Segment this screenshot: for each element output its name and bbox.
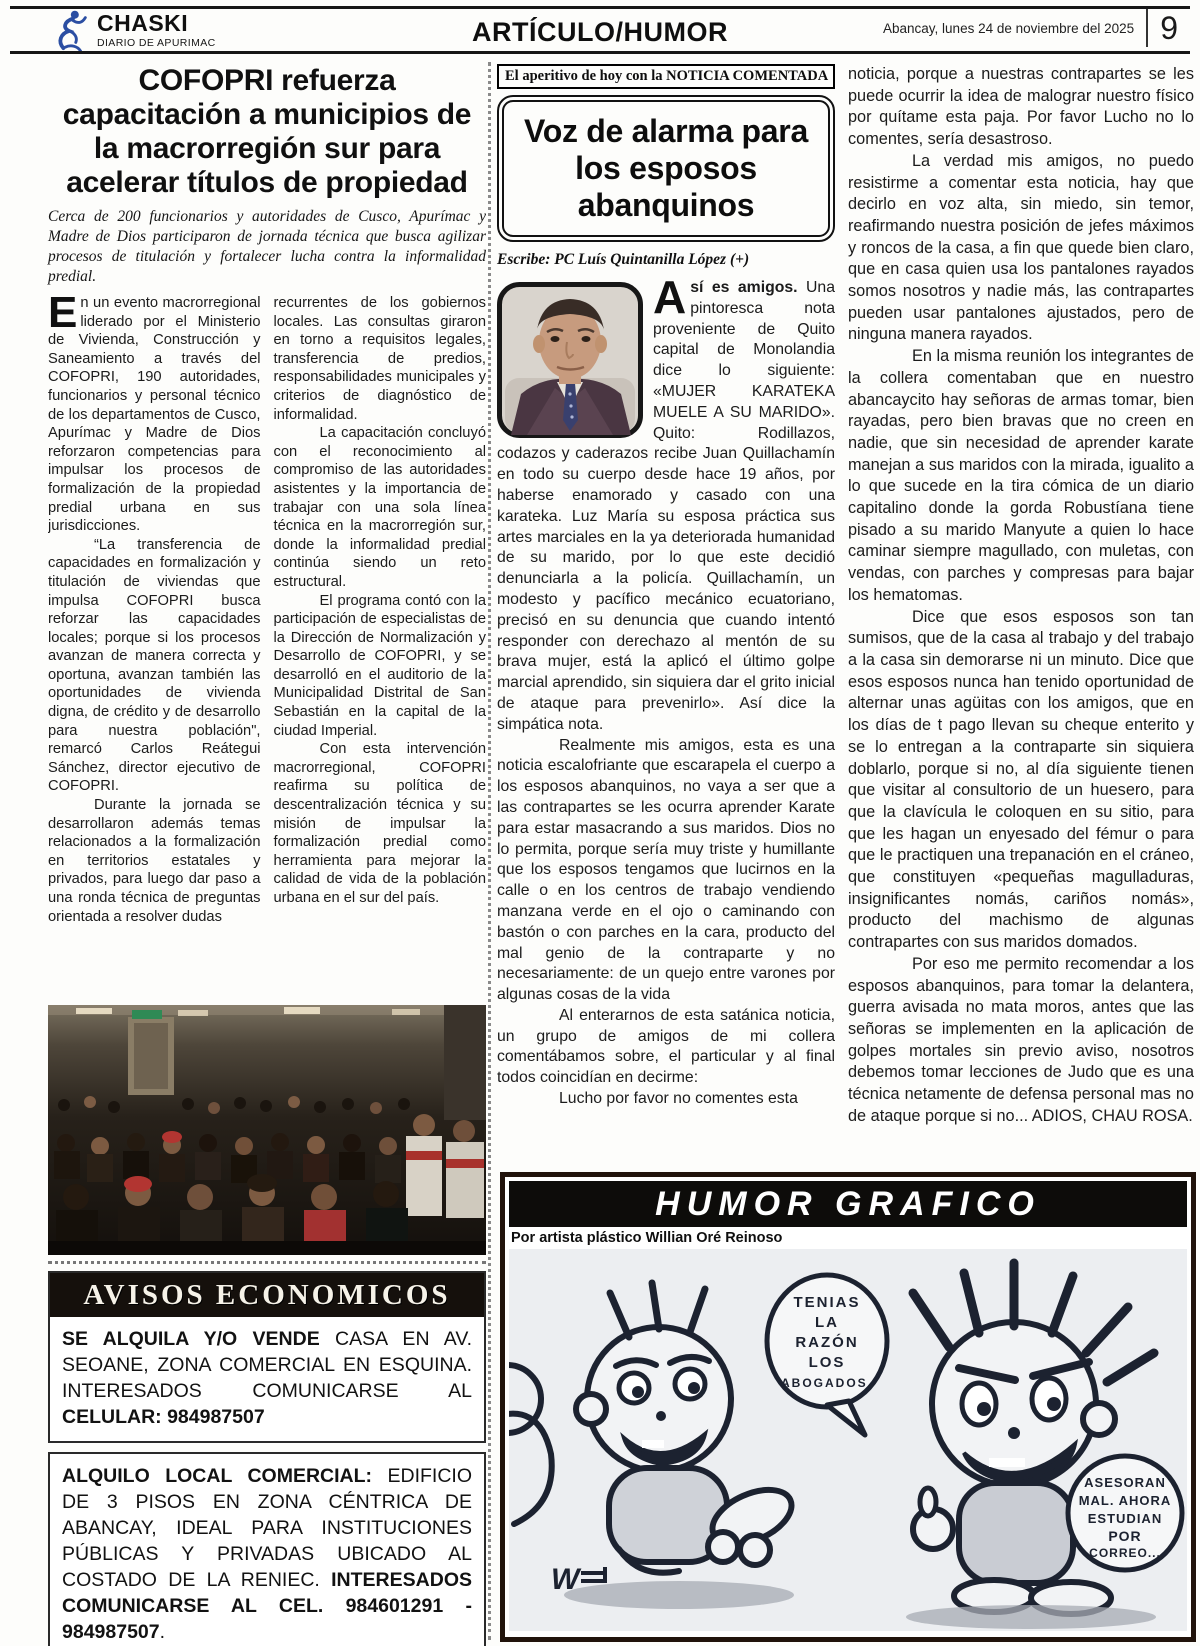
paragraph: En un evento macrorregional liderado por el Ministerio de Vivienda, Construcción y Saneamiento a través del COFOPRI, 190 autoridades, funcionarios y personal técnico de los departamentos de Cusco, Apurímac y Madre de Dios reforzaron competencias para impulsar los procesos de formalización de la propiedad predial urbana en sus jurisdicciones. [48, 294, 261, 535]
opinion-column [497, 64, 835, 1158]
classified-ad: ALQUILO LOCAL COMERCIAL: EDIFICIO DE 3 PISOS EN ZONA CÉNTRICA DE ABANCAY, IDEAL PARA INSTITUCIONES PÚBLICAS Y PRIVADAS UBICADO AL COSTADO DE LA RENIEC. INTERESADOS COMUNICARSE AL CEL. 984601291 - 984987507. [62, 1465, 473, 1643]
dropcap: E [48, 294, 78, 337]
svg-text:ESTUDIAN: ESTUDIAN [1087, 1511, 1163, 1526]
paragraph: Durante la jornada se desarrollaron además temas relacionados a la formalización en territorios estatales y privados, para luego dar paso a una ronda técnica de preguntas orientada a resolver dudas [48, 797, 261, 925]
svg-text:ASESORAN: ASESORAN [1084, 1475, 1166, 1490]
paragraph: La capacitación concluyó con el reconocimiento al compromiso de las autoridades asistentes y la importancia de trabajar con una sola línea técnica en la macrorregión sur, donde la informalidad predial continúa siendo un reto estructural. [273, 425, 486, 590]
svg-text:LA: LA [815, 1314, 839, 1331]
artist-signature: W [551, 1563, 580, 1596]
header-divider [1146, 9, 1148, 47]
paragraph: Realmente mis amigos, esta es una noticia escalofriante que escarapela el cuerpo a los esposos abanquinos, no vaya a ser que a las contrapartes se les ocurra aprender Karate para estar masacrando a sus maridos. Dios no lo permita, porque sería muy triste y humillante que los esposos tengamos que lucirnos en la calle o en los centros de trabajo vendiendo manzana verde en el ojo o caminando con bastón o con parches en la cara, producto del mal genio de la contraparte y no necesariamente: de un quejo entre varones por algunas cosas de la vida [497, 736, 835, 1004]
paragraph: Al enterarnos de esta satánica noticia, un grupo de amigos de mi collera comentábamos sobre, el particular y al final todos coincidían en decirme: [497, 1006, 835, 1087]
svg-text:RAZÓN: RAZÓN [795, 1334, 859, 1351]
svg-text:TENIAS: TENIAS [793, 1294, 861, 1311]
column-separator [488, 62, 491, 1640]
humor-banner: HUMOR GRAFICO [509, 1181, 1187, 1227]
svg-text:POR: POR [1108, 1528, 1142, 1544]
left-article [48, 64, 486, 1646]
article-lede: Cerca de 200 funcionarios y autoridades de Cusco, Apurímac y Madre de Dios participaron de jornada técnica que busca agilizar procesos de titulación y fortalecer lucha contra la informalidad predial. [48, 208, 486, 285]
paragraph: En la misma reunión los integrantes de la collera comentaban que en nuestro abancaycito hay señoras de armas tomar, bien rayadas, pero bien bravas que no creen en nadie, que sin necesidad de aprender karate manejan a sus maridos con la mirada, igualito a lo que sucede en la tira cómica de un diario capitalino donde la gorda Robustíana tiene pisado a su marido Manyute a quien lo hace caminar siempre magullado, con muletas, con vendas, con parches y compresas para bajar los hematomas. [848, 347, 1194, 604]
article-title: COFOPRI refuerza capacitación a municipios de la macrorregión sur para acelerar títulos de propiedad [62, 64, 472, 199]
avisos-banner: AVISOS ECONOMICOS [50, 1273, 484, 1317]
column-kicker: El aperitivo de hoy con la NOTICIA COMENTADA [497, 64, 835, 89]
brand-name: CHASKI [97, 9, 189, 36]
paragraph: Así es amigos. Una pintoresca nota proveniente de Quito capital de Monolandia dice lo siguiente: «MUJER KARATEKA MUELE A SU MARIDO». Quito: Rodillazos, codazos y caderazos recibe Juan Quillachamín en todo su cuerpo desde hace 19 años, por haberse enamorado y casado con una karateka. Luz María su esposa práctica sus artes marciales en la ya deteriorada humanidad de su marido, por lo que este decidió denunciarla a la policía. Quillachamín, un modesto y pacífico mecánico ecuatoriano, precisó en su denuncia que cuando intentó responder con derechazo al mentón de su brava mujer, está la aplicó el último golpe marcial aprendido, sin siquiera dar el grito inicial de ataque para prevenirlo». Así dice la simpática nota. [497, 278, 835, 733]
chaski-logo-icon [52, 9, 90, 51]
header-right [883, 8, 1178, 48]
paragraph: recurrentes de los gobiernos locales. Las consultas giraron en torno a requisitos legales, transferencia de predios, responsabilidades municipales y criterios de diagnóstico de informalidad. [273, 295, 486, 423]
header-rule [10, 51, 1190, 54]
dotted-divider [48, 1261, 486, 1264]
brand-tagline: DIARIO DE APURIMAC [97, 36, 216, 49]
classified-ad: SE ALQUILA Y/O VENDE CASA EN AV. SEOANE, ZONA COMERCIAL EN ESQUINA. INTERESADOS COMUNICARSE AL CELULAR: 984987507 [62, 1328, 472, 1428]
column-byline: Escribe: PC Luís Quintanilla López (+) [497, 251, 750, 268]
speech-bubble-2 [1068, 1456, 1182, 1570]
opinion-column-continuation [848, 64, 1194, 1164]
paragraph: El programa contó con la participación de especialistas de la Dirección de Normalización y Desarrollo de COFOPRI, y se desarrolló en el auditorio de la Municipalidad Distrital de San Sebastián en la capital de la ciudad Imperial. [273, 592, 486, 739]
humor-cartoon [509, 1249, 1187, 1631]
svg-text:CORREO...: CORREO... [1089, 1546, 1161, 1560]
edition-date: Abancay, lunes 24 de noviembre del 2025 [883, 20, 1135, 36]
classified-ad-box [48, 1452, 486, 1646]
columnist-portrait-photo [497, 282, 643, 438]
dropcap: A [653, 278, 687, 323]
humor-credit: Por artista plástico Willian Oré Reinoso [511, 1230, 783, 1246]
paragraph: Lucho por favor no comentes esta [559, 1090, 798, 1108]
svg-text:ABOGADOS.: ABOGADOS. [780, 1376, 874, 1390]
svg-text:MAL. AHORA: MAL. AHORA [1078, 1493, 1172, 1508]
page-number: 9 [1160, 9, 1178, 46]
paragraph: Con esta intervención macrorregional, COFOPRI reafirma su política de descentralización técnica y su misión de impulsar la formalización predial como herramienta para mejorar la calidad de vida de la población urbana en el sur del país. [273, 741, 486, 906]
paragraph: La verdad mis amigos, no puedo resistirme a comentar esta noticia, hay que decirlo en voz alta, sin miedo, sin temor, reafirmando nuestra posición de jefes máximos y roncos de la casa, a fin que quede bien claro, que en casa quien usa los pantalones rayados somos nosotros y nadie más, las contrapartes pueden usar pantalones ajustados, pero de ninguna manera rayados. [848, 151, 1194, 344]
bold-lead: sí es amigos. [690, 279, 798, 296]
paragraph: Por eso me permito recomendar a los esposos abanquinos, para tomar la delantera, guerra avisada no mata moros, antes que las señoras se implementen en la aplicación de golpes mortales sin previo aviso, nosotros debemos tomar lecciones de Judo que es una técnica netamente de defensa personal mas no de ataque porque si no... ADIOS, CHAU ROSA. [848, 954, 1194, 1125]
column-body [497, 278, 835, 1158]
paragraph: noticia, porque a nuestras contrapartes se les puede ocurrir la idea de malograr nuestro físico por quítame esta paja. Por favor Lucho no lo comentes, sería desastroso. [848, 65, 1194, 149]
section-title: ARTÍCULO/HUMOR [472, 17, 728, 47]
column-headline: Voz de alarma para los esposos abanquinos [497, 95, 835, 242]
masthead [52, 9, 216, 51]
article-column-1 [48, 294, 261, 1000]
avisos-economicos-box [48, 1271, 486, 1443]
article-body [48, 294, 486, 1000]
humor-grafico-box [500, 1172, 1196, 1642]
paragraph: “La transferencia de capacidades en formalización y titulación de viviendas que impulsa COFOPRI busca reforzar las capacidades locales; porque si los procesos avanzan de manera correcta y oportuna, avanzan también las oportunidades de vivienda digna, de crédito y de desarrollo para nuestra población", remarcó Carlos Reátegui Sánchez, director ejecutivo de COFOPRI. [48, 536, 261, 795]
event-audience-photo [48, 1005, 486, 1255]
article-column-2 [274, 294, 487, 1000]
svg-text:LOS: LOS [808, 1354, 846, 1371]
paragraph: Dice que esos esposos son tan sumisos, que de la casa al trabajo y del trabajo a la casa sin demorarse ni un minuto. Dice que esos esposos nunca han tenido oportunidad de alternar unas agüitas con los amigos, que en los días de t pago llevan su cheque enterito y se lo entregan a la contraparte sin siquiera doblarlo, porque si no, al día siguiente tienen que visitar al consultorio de un huesero, para que la clavícula le coloquen en su sitio, para que les hagan un enyesado del fémur o para que le practiquen una trepanación en el cráneo, que constituyen «pequeñas magulladuras, insignificantes nomás, cariños nomás», producto del machismo de algunas contrapartes con sus maridos domados. [848, 607, 1194, 952]
